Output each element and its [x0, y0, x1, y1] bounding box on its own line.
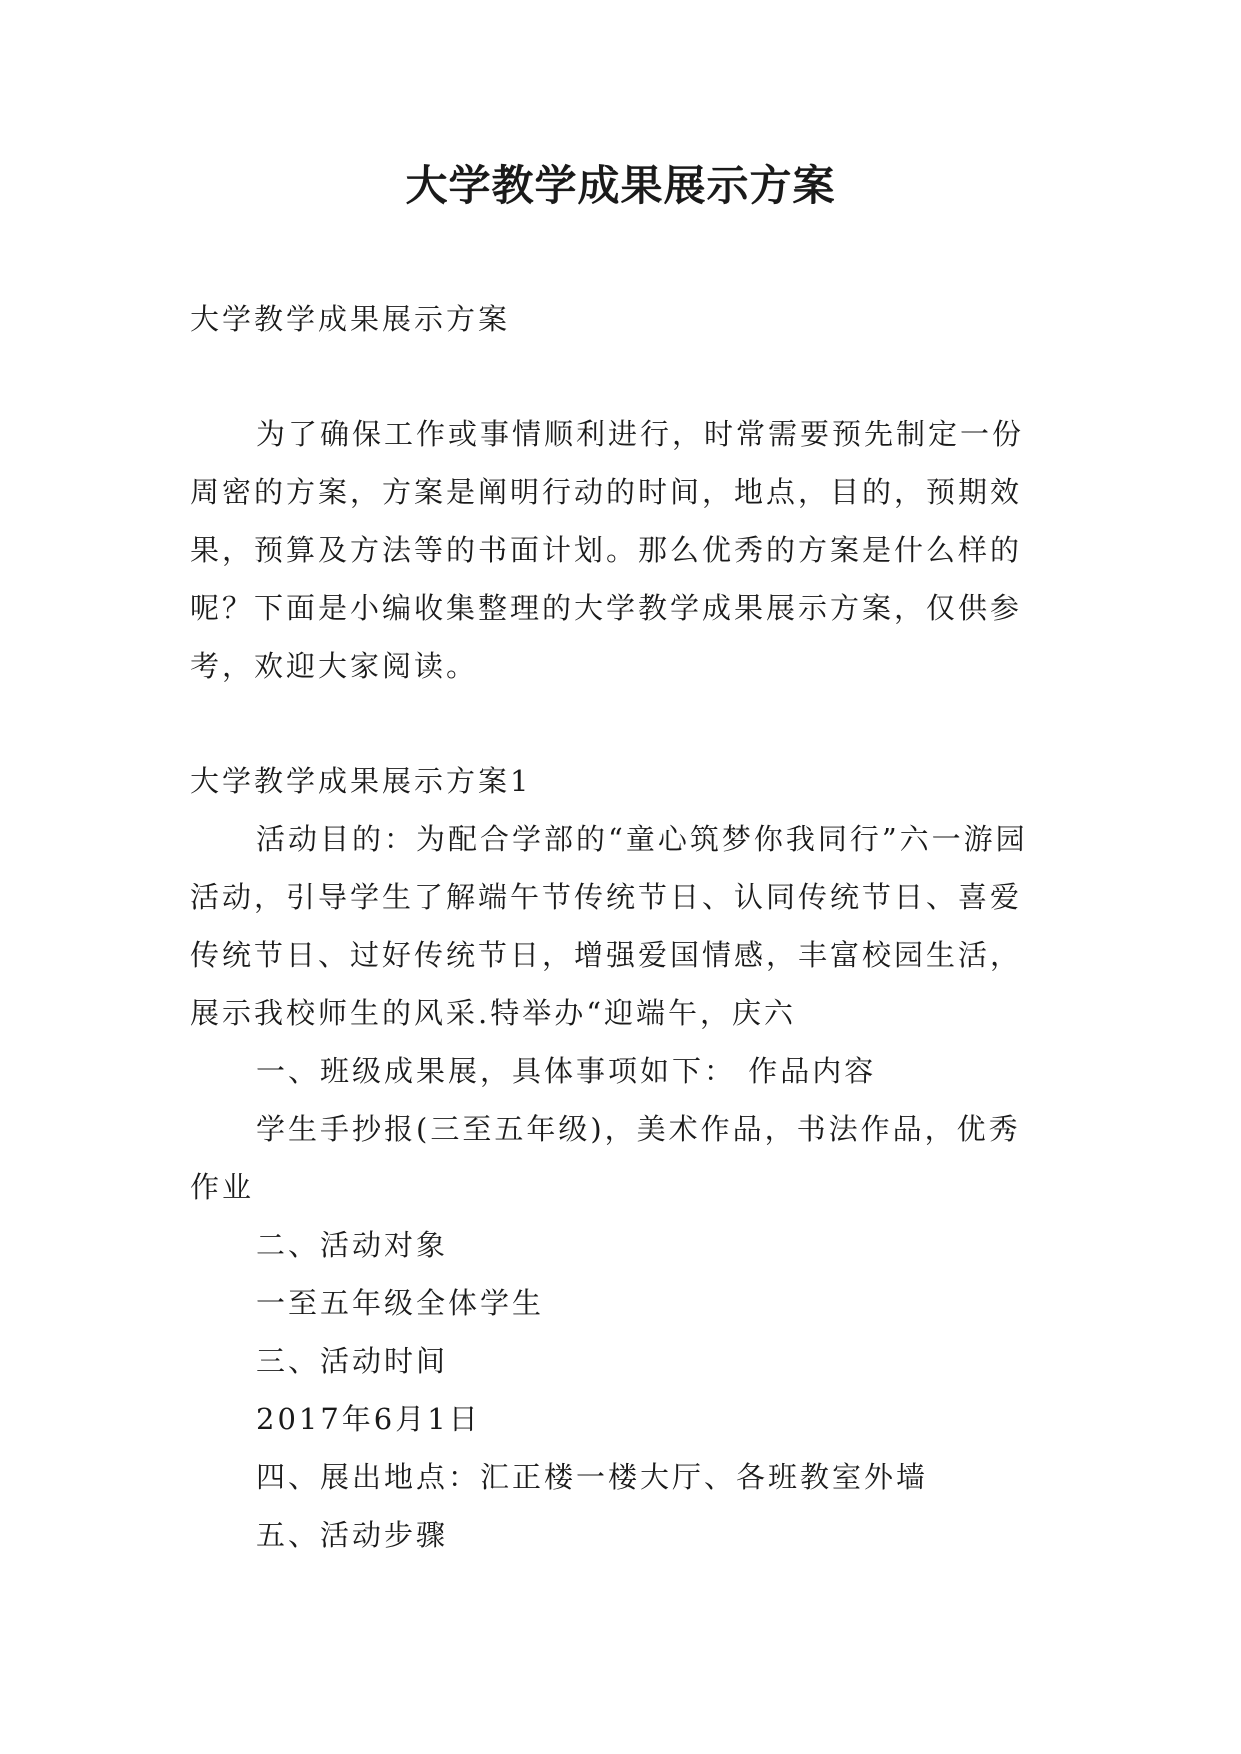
item-5-heading: 五、活动步骤 — [256, 1518, 449, 1552]
purpose-paragraph: 活动目的：为配合学部的“童心筑梦你我同行”六一游园活动，引导学生了解端午节传统节日、认同传统节日、喜爱传统节日、过好传统节日，增强爱国情感，丰富校园生活，展示我校师生的风采.特举办“迎端午，庆六 — [190, 822, 1028, 1030]
section-heading: 大学教学成果展示方案1 — [190, 764, 532, 798]
item-2-heading: 二、活动对象 — [256, 1228, 449, 1262]
document-title: 大学教学成果展示方案 — [405, 161, 836, 210]
item-3-heading: 三、活动时间 — [256, 1344, 449, 1378]
item-1-heading: 一、班级成果展，具体事项如下： 作品内容 — [256, 1054, 877, 1088]
item-1-detail: 学生手抄报(三至五年级)，美术作品，书法作品，优秀作业 — [190, 1112, 1021, 1204]
intro-paragraph: 为了确保工作或事情顺利进行，时常需要预先制定一份周密的方案，方案是阐明行动的时间，地点，目的，预期效果，预算及方法等的书面计划。那么优秀的方案是什么样的呢？下面是小编收集整理的大学教学成果展示方案，仅供参考，欢迎大家阅读。 — [190, 417, 1025, 683]
document-body — [190, 290, 1052, 1564]
item-4-heading: 四、展出地点：汇正楼一楼大厅、各班教室外墙 — [256, 1460, 929, 1494]
document-subtitle: 大学教学成果展示方案 — [190, 302, 511, 336]
item-2-detail: 一至五年级全体学生 — [256, 1286, 545, 1320]
item-3-detail: 2017年6月1日 — [256, 1402, 481, 1436]
